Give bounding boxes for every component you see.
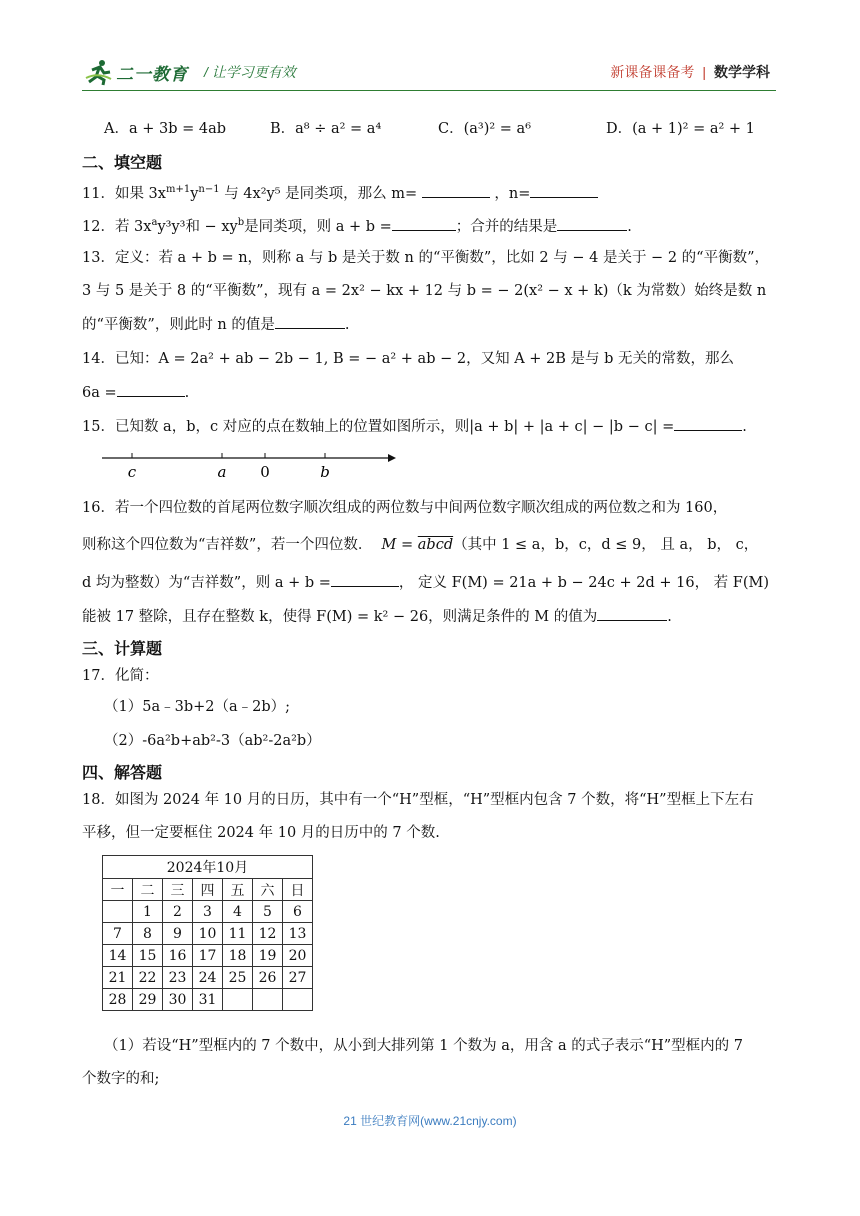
day-cell: 29 [133, 989, 163, 1011]
footer-link[interactable]: 21 世纪教育网(www.21cnjy.com) [343, 1114, 517, 1128]
day-cell: 16 [163, 945, 193, 967]
calendar-row [103, 989, 313, 1011]
day-cell: 12 [253, 923, 283, 945]
runner-logo-icon [84, 58, 112, 86]
question-13-line1: 13．定义：若 a + b = n，则称 a 与 b 是关于数 n 的“平衡数”，比如 2 与 − 4 是关于 − 2 的“平衡数”， [82, 250, 769, 266]
answer-blank[interactable] [530, 183, 598, 198]
day-cell: 25 [223, 967, 253, 989]
day-cell: 15 [133, 945, 163, 967]
day-cell: 17 [193, 945, 223, 967]
weekday-cell: 五 [223, 879, 253, 901]
question-17-title: 17．化简： [82, 668, 159, 684]
answer-blank[interactable] [422, 183, 490, 198]
section-answer: 四、解答题 [82, 765, 163, 782]
day-cell [103, 901, 133, 923]
number-line-figure [100, 448, 400, 488]
answer-blank[interactable] [674, 416, 742, 431]
day-cell: 4 [223, 901, 253, 923]
day-cell: 20 [283, 945, 313, 967]
question-11: 11．如果 $3x^{m+1}y^{n-1}$ 与 4x²y⁵ 是同类项，那么 m= ，n= [82, 180, 598, 204]
label-c: c [127, 463, 137, 481]
calendar-row [103, 923, 313, 945]
day-cell: 21 [103, 967, 133, 989]
label-a: a [217, 463, 227, 481]
header-subject: 数学学科 [714, 64, 770, 80]
day-cell: 19 [253, 945, 283, 967]
calendar-row [103, 967, 313, 989]
day-cell: 11 [223, 923, 253, 945]
day-cell: 1 [133, 901, 163, 923]
slogan: / 让学习更有效 [204, 64, 296, 80]
day-cell: 30 [163, 989, 193, 1011]
question-15: 15．已知数 a，b，c 对应的点在数轴上的位置如图所示，则|a + b| + |a + c| − |b − c| = . [82, 416, 747, 437]
answer-blank[interactable] [275, 314, 345, 329]
day-cell: 31 [193, 989, 223, 1011]
calendar-table [102, 855, 313, 1011]
question-18-part1-line1: （1）若设“H”型框内的 7 个数中，从小到大排列第 1 个数为 a，用含 a 的式子表示“H”型框内的 7 [104, 1038, 744, 1054]
day-cell: 18 [223, 945, 253, 967]
answer-blank[interactable] [557, 216, 627, 231]
question-18-line2: 平移，但一定要框住 2024 年 10 月的日历中的 7 个数. [82, 825, 440, 841]
answer-blank[interactable] [597, 606, 667, 621]
question-17-part2: （2）-6a²b+ab²-3（ab²-2a²b） [104, 733, 321, 749]
day-cell: 23 [163, 967, 193, 989]
weekday-cell: 四 [193, 879, 223, 901]
label-b: b [320, 463, 330, 481]
calendar-row [103, 901, 313, 923]
question-16-line2: 则称这个四位数为“吉祥数”，若一个四位数． M = abcd（其中 1 ≤ a，b，c，d ≤ 9， 且 a， b， c， [82, 537, 759, 553]
question-18-line1: 18．如图为 2024 年 10 月的日历，其中有一个“H”型框，“H”型框内包含 7 个数，将“H”型框上下左右 [82, 792, 754, 808]
calendar-title: 2024年10月 [103, 856, 313, 879]
question-16-line3: d 均为整数）为“吉祥数”，则 a + b = ， 定义 F(M) = 21a + b − 24c + 2d + 16， 若 F(M) [82, 572, 769, 593]
question-14-line2: 6a = . [82, 382, 189, 403]
q10-option-a: A．a + 3b = 4ab [104, 121, 227, 137]
day-cell: 6 [283, 901, 313, 923]
day-cell [253, 989, 283, 1011]
header-separator: | [702, 64, 706, 80]
q10-option-c: C．(a³)² = a⁶ [438, 121, 532, 137]
header-right [610, 62, 770, 82]
day-cell: 3 [193, 901, 223, 923]
header-divider [82, 90, 776, 91]
q10-option-b: B．a⁸ ÷ a² = a⁴ [270, 121, 382, 137]
q10-option-d: D．(a + 1)² = a² + 1 [606, 121, 755, 137]
question-18-part1-line2: 个数字的和; [82, 1071, 160, 1087]
day-cell: 28 [103, 989, 133, 1011]
calendar-row [103, 945, 313, 967]
day-cell: 2 [163, 901, 193, 923]
header-tag-course: 新课备课备考 [610, 64, 695, 80]
brand-name: 二一教育 [116, 64, 188, 84]
day-cell [283, 989, 313, 1011]
question-12: 12．若 $3x^ay^3y^3$和 − $xy^b$是同类项，则 a + b = ；合并的结果是 . [82, 217, 632, 235]
day-cell: 27 [283, 967, 313, 989]
day-cell [223, 989, 253, 1011]
question-13-line3: 的“平衡数”，则此时 n 的值是 . [82, 314, 350, 335]
day-cell: 5 [253, 901, 283, 923]
day-cell: 8 [133, 923, 163, 945]
section-calculation: 三、计算题 [82, 641, 163, 658]
weekday-cell: 二 [133, 879, 163, 901]
day-cell: 22 [133, 967, 163, 989]
weekday-cell: 六 [253, 879, 283, 901]
weekday-cell: 日 [283, 879, 313, 901]
logo [84, 58, 188, 86]
label-0: 0 [260, 463, 270, 481]
question-14-line1: 14．已知：A = 2a² + ab − 2b − 1, B = − a² + ab − 2，又知 A + 2B 是与 b 无关的常数，那么 [82, 351, 735, 367]
day-cell: 24 [193, 967, 223, 989]
weekday-cell: 三 [163, 879, 193, 901]
answer-blank[interactable] [117, 382, 185, 397]
day-cell: 9 [163, 923, 193, 945]
day-cell: 26 [253, 967, 283, 989]
number-line-arrow-icon [388, 454, 396, 462]
answer-blank[interactable] [331, 572, 399, 587]
answer-blank[interactable] [392, 216, 456, 231]
question-16-line1: 16．若一个四位数的首尾两位数字顺次组成的两位数与中间两位数字顺次组成的两位数之和为 160， [82, 500, 728, 516]
calendar-weekday-row [103, 879, 313, 901]
day-cell: 7 [103, 923, 133, 945]
day-cell: 10 [193, 923, 223, 945]
question-16-line4: 能被 17 整除，且存在整数 k，使得 F(M) = k² − 26，则满足条件的 M 的值为 . [82, 606, 672, 627]
section-fill-in: 二、填空题 [82, 155, 163, 172]
day-cell: 14 [103, 945, 133, 967]
question-17-part1: （1）5a﹣3b+2（a﹣2b）; [104, 699, 291, 715]
question-13-line2: 3 与 5 是关于 8 的“平衡数”，现有 a = 2x² − kx + 12 与 b = − 2(x² − x + k)（k 为常数）始终是数 n [82, 283, 767, 299]
day-cell: 13 [283, 923, 313, 945]
weekday-cell: 一 [103, 879, 133, 901]
